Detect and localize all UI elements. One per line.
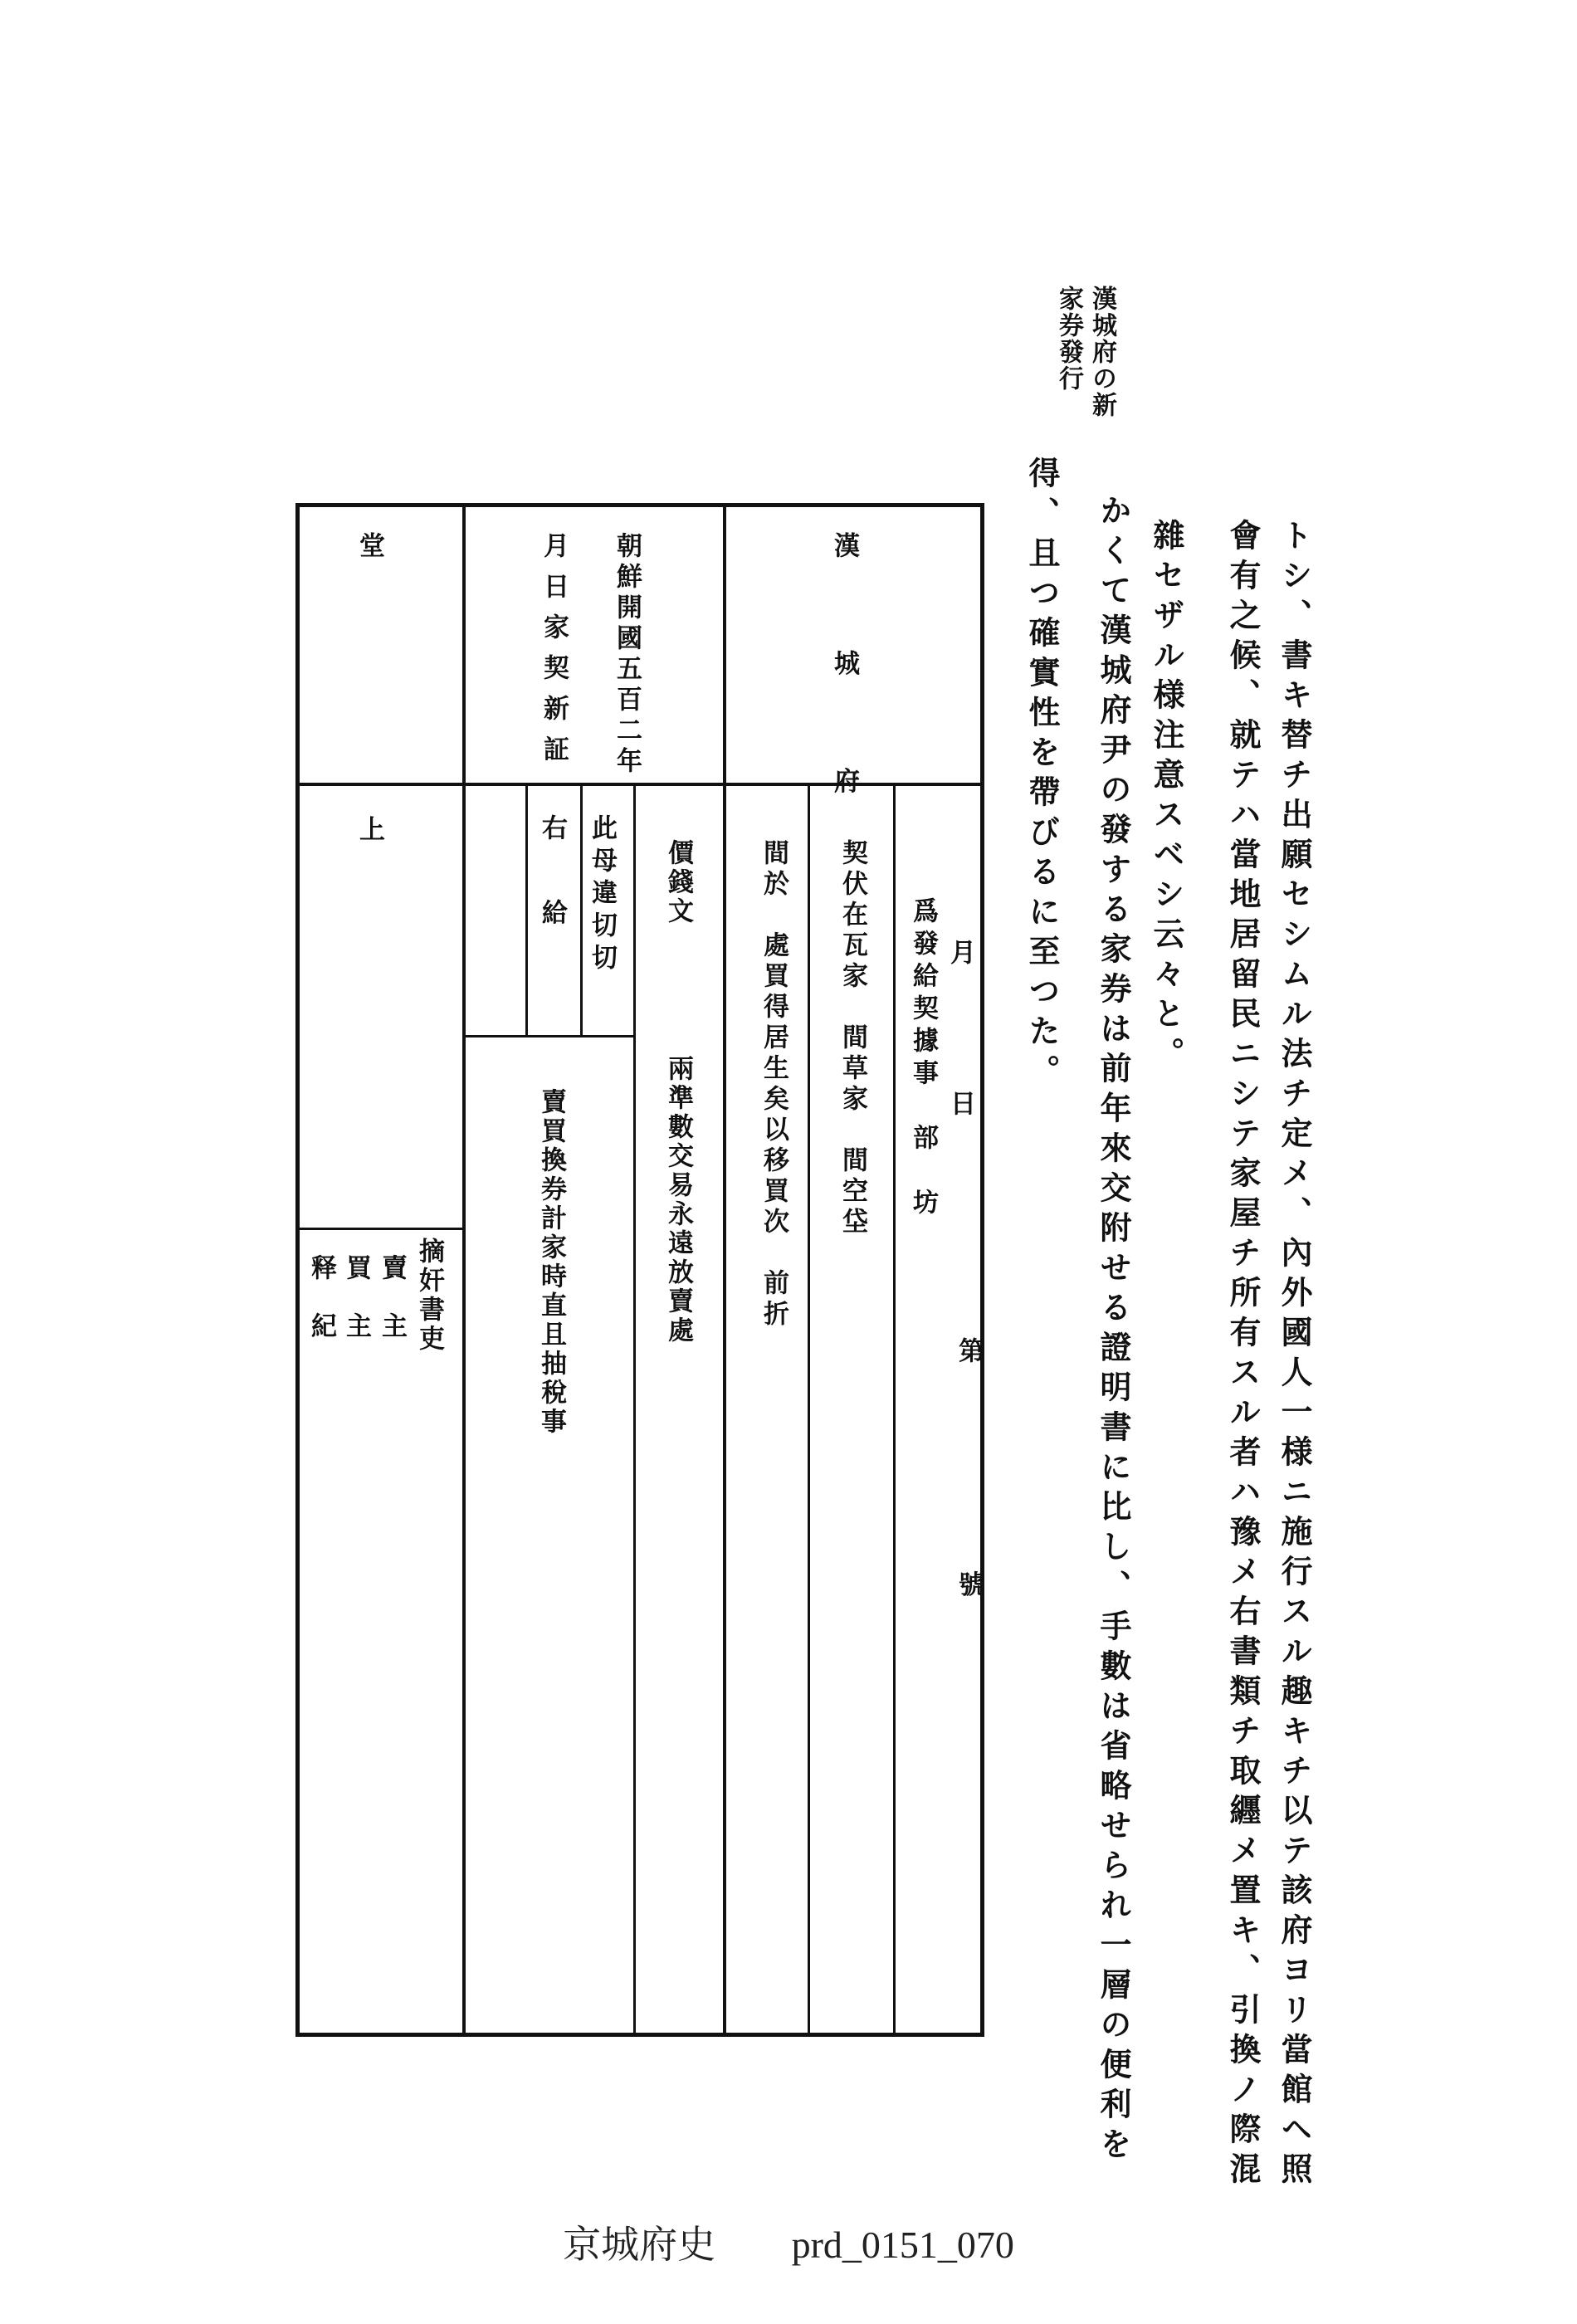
trade-cell: 間於 處買得居生矣以移買次 前折: [759, 839, 788, 1330]
price-value-cell: 兩準數交易永遠放賣處: [663, 1055, 693, 1345]
year-cell: 朝鮮開國五百二年: [612, 532, 642, 778]
record-cell: 释 紀: [306, 1254, 336, 1341]
buyer-cell: 買 主: [341, 1254, 371, 1341]
form-right-vline-a: [808, 786, 810, 2033]
form-mid-vline-a: [633, 786, 636, 2033]
issuer-cell: 漢 城 府: [829, 532, 859, 835]
footer-id: prd_0151_070: [791, 2224, 1014, 2266]
body-column-2: 會有之候、就テハ當地居留民ニシテ家屋チ所有スル者ハ豫メ右書類チ取纒メ置キ、引換ノ際混: [1224, 519, 1262, 2192]
margin-note-line-2: 家券發行: [1054, 286, 1083, 392]
form-top-vline-2: [462, 507, 466, 2033]
form-left-hline: [300, 1228, 462, 1230]
house-certificate-form: [295, 503, 984, 2037]
seal-cell: 堂 上: [354, 532, 384, 966]
date-cell: 月 日: [945, 939, 975, 1165]
price-cell: 價錢文: [663, 839, 693, 926]
house-cell: 契伏在瓦家 間草家 間空垈: [837, 839, 867, 1238]
body-column-1: トシ、書キ替チ出願セシムル法チ定メ、內外國人一様ニ施行スル趣キチ以テ該府ヨリ當館ヘ照: [1276, 519, 1313, 2192]
seller-cell: 賣 主: [377, 1254, 407, 1341]
ward-cell: 爲發給契據事 部 坊: [908, 897, 938, 1221]
margin-note-line-1: 漢城府の新: [1087, 286, 1116, 418]
form-mid-hline: [466, 1035, 633, 1038]
body-column-5: 得、且つ確實性を帶びるに至つた。: [1023, 456, 1061, 1094]
body-column-4: かくて漢城府尹の發する家券は前年來交附せる證明書に比し、手數は省略せられ一層の便利を: [1095, 494, 1132, 2167]
body-column-3: 雜セザル様注意スベシ云々と。: [1148, 519, 1185, 1077]
footer-source: 京城府史: [563, 2224, 716, 2266]
page-footer: [0, 2214, 1577, 2269]
cut-cell-1: 此母違切切: [587, 814, 617, 976]
officer-cell: 摘奸書吏: [414, 1238, 444, 1354]
form-top-divider: [300, 783, 980, 786]
date-title-cell: 月日家契新証: [539, 532, 569, 776]
form-right-vline-b: [893, 786, 896, 2033]
form-mid-vline-b: [580, 786, 583, 1035]
form-mid-vline-c: [525, 786, 528, 1035]
convert-cell: 賣買換券計家時直且抽稅事: [536, 1088, 566, 1437]
form-top-vline-1: [723, 507, 726, 2033]
number-cell: 第 號: [954, 1337, 984, 1697]
cut-cell-2: 右 給: [537, 814, 567, 941]
